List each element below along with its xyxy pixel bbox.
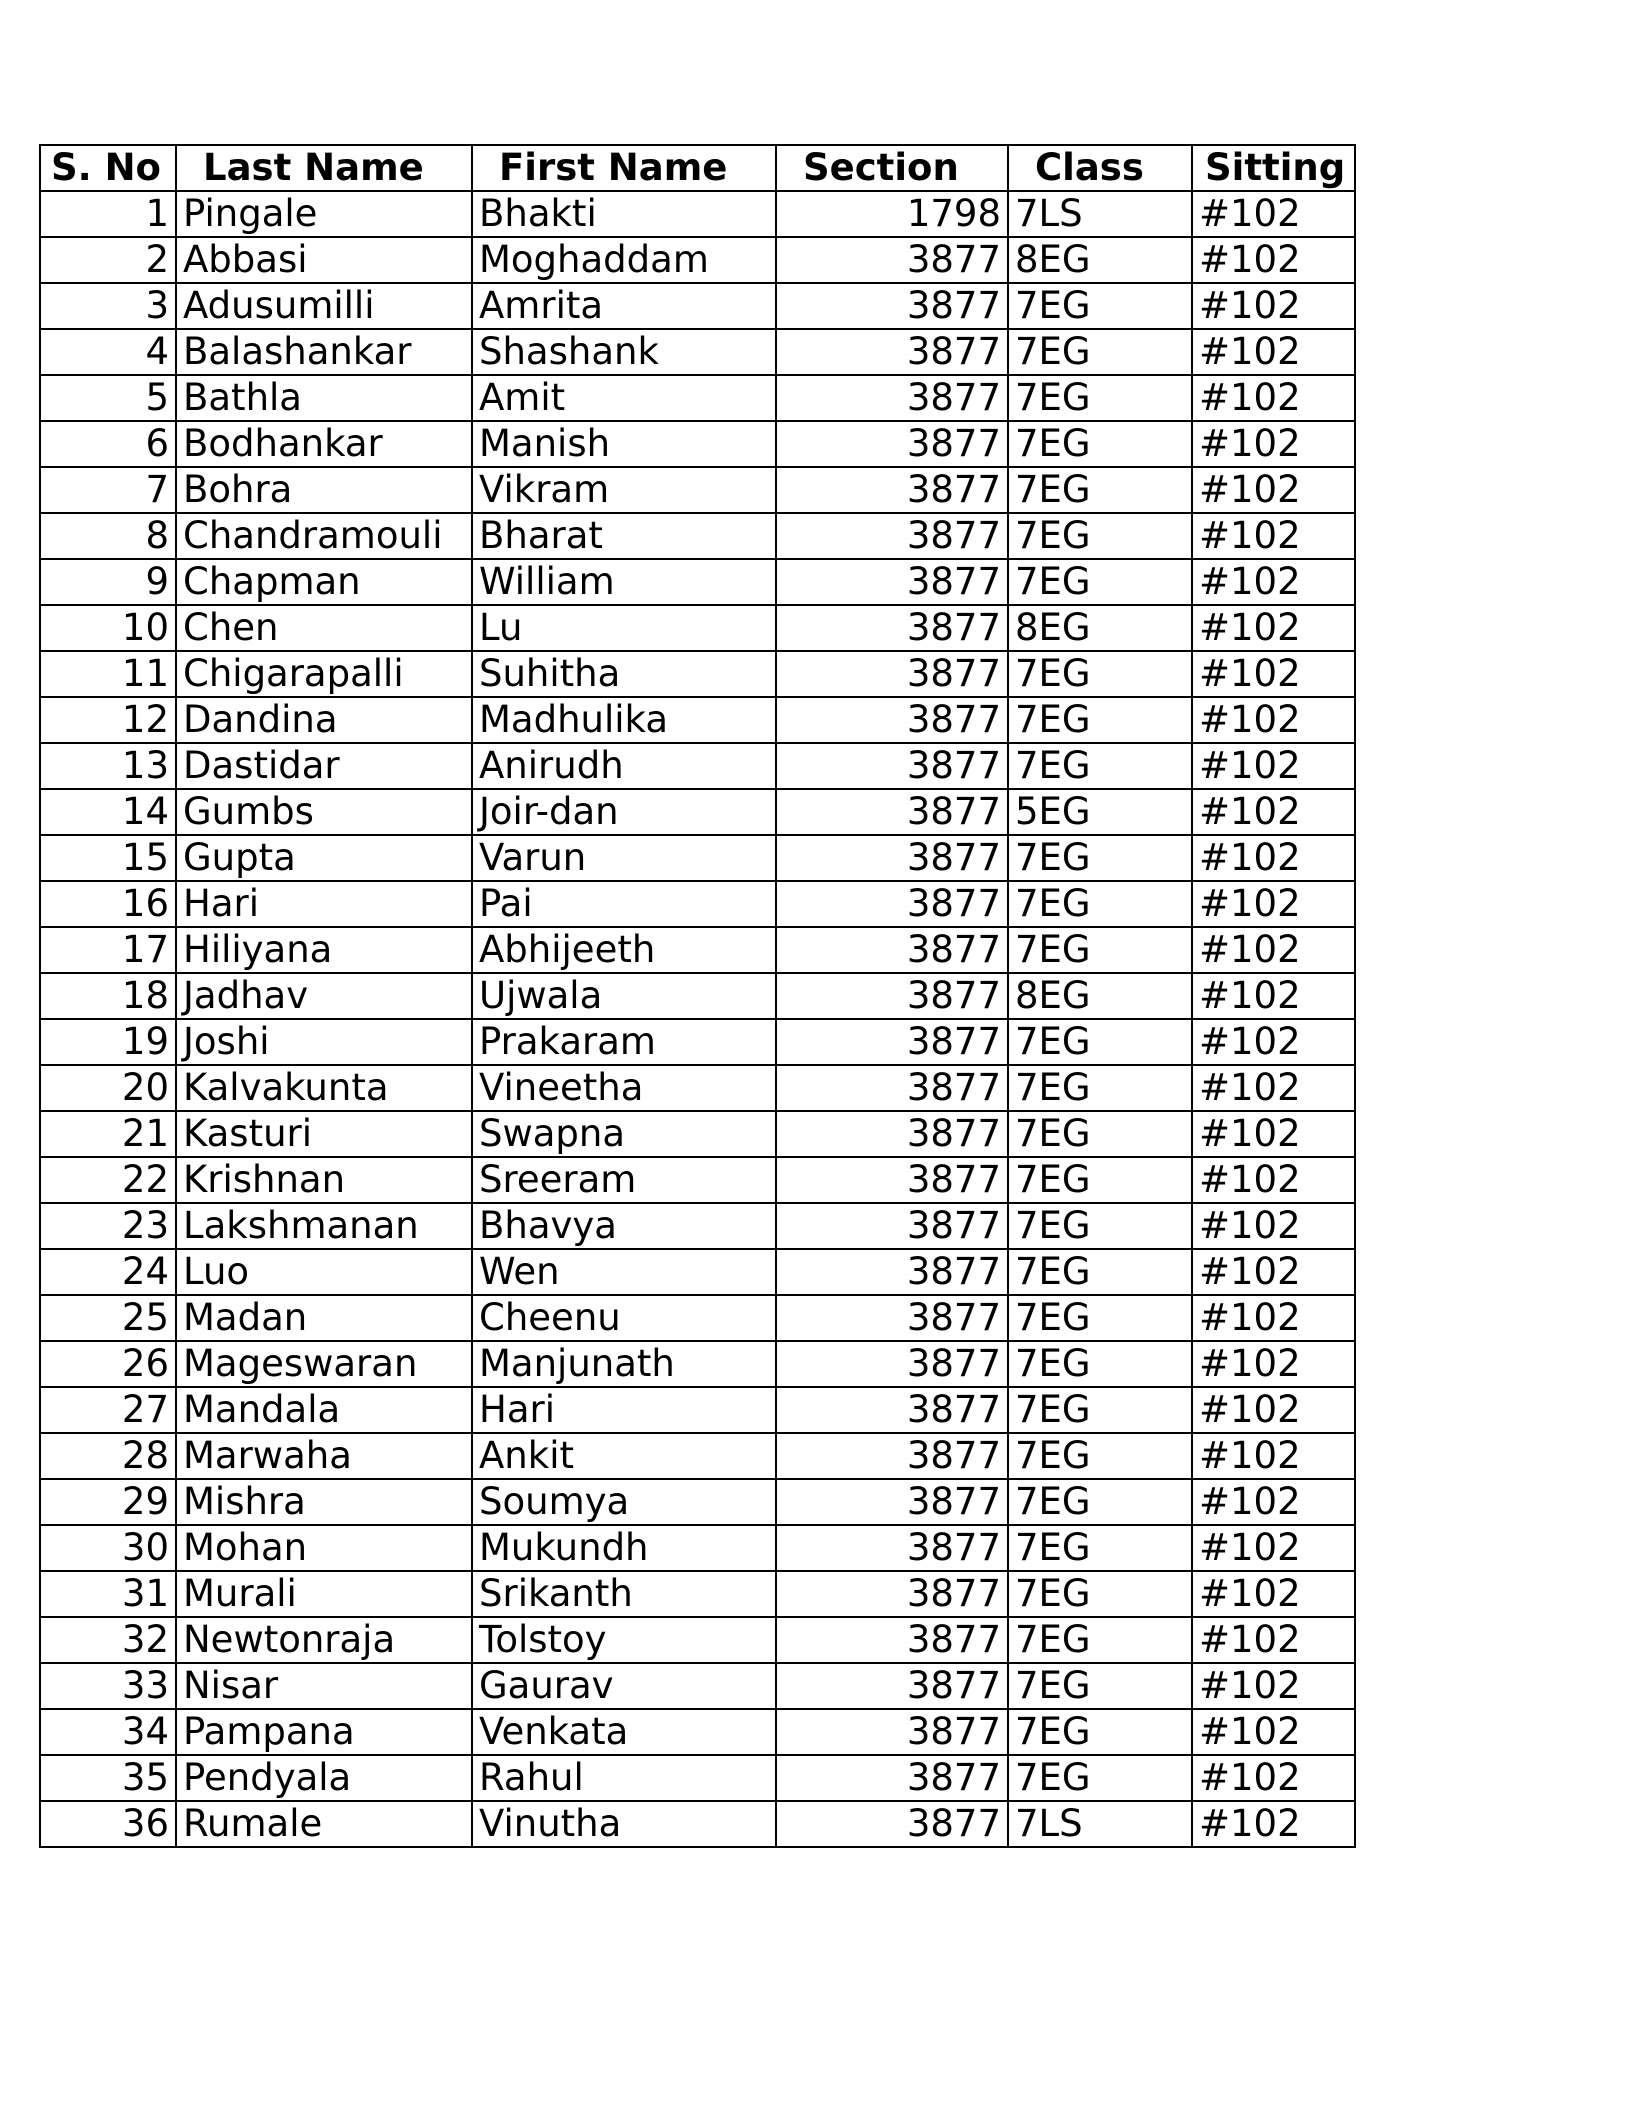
- table-row: [40, 697, 1355, 743]
- table-row: [40, 329, 1355, 375]
- cell-class: 8EG: [1008, 605, 1192, 651]
- cell-first-name: Joir-dan: [472, 789, 776, 835]
- cell-sno: 25: [40, 1295, 176, 1341]
- cell-first-name: Varun: [472, 835, 776, 881]
- table-row: [40, 1295, 1355, 1341]
- table-header: [40, 145, 1355, 191]
- cell-sno: 34: [40, 1709, 176, 1755]
- cell-section: 3877: [776, 881, 1008, 927]
- cell-class: 7EG: [1008, 513, 1192, 559]
- cell-section: 3877: [776, 1065, 1008, 1111]
- cell-class: 7EG: [1008, 375, 1192, 421]
- cell-sno: 33: [40, 1663, 176, 1709]
- cell-class: 7EG: [1008, 835, 1192, 881]
- table-row: [40, 1249, 1355, 1295]
- cell-class: 7EG: [1008, 1571, 1192, 1617]
- cell-sitting: #102: [1192, 1755, 1355, 1801]
- table-row: [40, 1111, 1355, 1157]
- cell-sitting: #102: [1192, 191, 1355, 237]
- cell-last-name: Hari: [176, 881, 472, 927]
- cell-sno: 28: [40, 1433, 176, 1479]
- cell-first-name: Rahul: [472, 1755, 776, 1801]
- cell-last-name: Dastidar: [176, 743, 472, 789]
- cell-first-name: Moghaddam: [472, 237, 776, 283]
- cell-class: 7EG: [1008, 467, 1192, 513]
- cell-last-name: Balashankar: [176, 329, 472, 375]
- cell-first-name: Prakaram: [472, 1019, 776, 1065]
- cell-class: 7EG: [1008, 697, 1192, 743]
- cell-sitting: #102: [1192, 1709, 1355, 1755]
- table-row: [40, 1479, 1355, 1525]
- cell-section: 3877: [776, 1571, 1008, 1617]
- cell-sitting: #102: [1192, 375, 1355, 421]
- header-sitting: Sitting: [1192, 145, 1355, 191]
- cell-last-name: Gupta: [176, 835, 472, 881]
- cell-first-name: Shashank: [472, 329, 776, 375]
- cell-sno: 3: [40, 283, 176, 329]
- cell-sitting: #102: [1192, 1019, 1355, 1065]
- cell-sno: 18: [40, 973, 176, 1019]
- cell-first-name: Vikram: [472, 467, 776, 513]
- table-row: [40, 1571, 1355, 1617]
- cell-section: 3877: [776, 421, 1008, 467]
- cell-class: 7EG: [1008, 1341, 1192, 1387]
- cell-first-name: Abhijeeth: [472, 927, 776, 973]
- cell-class: 7EG: [1008, 329, 1192, 375]
- cell-last-name: Bohra: [176, 467, 472, 513]
- header-first-name: First Name: [472, 145, 776, 191]
- cell-sno: 14: [40, 789, 176, 835]
- table-row: [40, 651, 1355, 697]
- cell-first-name: Srikanth: [472, 1571, 776, 1617]
- cell-sitting: #102: [1192, 1111, 1355, 1157]
- cell-sitting: #102: [1192, 651, 1355, 697]
- table-row: [40, 467, 1355, 513]
- cell-first-name: Vinutha: [472, 1801, 776, 1847]
- cell-last-name: Bodhankar: [176, 421, 472, 467]
- cell-section: 3877: [776, 513, 1008, 559]
- cell-first-name: William: [472, 559, 776, 605]
- cell-class: 7EG: [1008, 1433, 1192, 1479]
- cell-sno: 12: [40, 697, 176, 743]
- cell-sitting: #102: [1192, 237, 1355, 283]
- cell-last-name: Kasturi: [176, 1111, 472, 1157]
- cell-first-name: Amrita: [472, 283, 776, 329]
- cell-sitting: #102: [1192, 1203, 1355, 1249]
- cell-first-name: Amit: [472, 375, 776, 421]
- cell-last-name: Chigarapalli: [176, 651, 472, 697]
- cell-sno: 36: [40, 1801, 176, 1847]
- cell-sno: 24: [40, 1249, 176, 1295]
- cell-sno: 35: [40, 1755, 176, 1801]
- cell-sno: 7: [40, 467, 176, 513]
- cell-last-name: Krishnan: [176, 1157, 472, 1203]
- cell-section: 3877: [776, 283, 1008, 329]
- cell-sitting: #102: [1192, 1801, 1355, 1847]
- cell-sno: 29: [40, 1479, 176, 1525]
- cell-sno: 2: [40, 237, 176, 283]
- header-class: Class: [1008, 145, 1192, 191]
- table-row: [40, 881, 1355, 927]
- table-row: [40, 237, 1355, 283]
- table-row: [40, 789, 1355, 835]
- cell-class: 7EG: [1008, 651, 1192, 697]
- cell-class: 7EG: [1008, 881, 1192, 927]
- cell-section: 3877: [776, 1111, 1008, 1157]
- cell-class: 7EG: [1008, 1065, 1192, 1111]
- cell-sno: 1: [40, 191, 176, 237]
- cell-last-name: Pendyala: [176, 1755, 472, 1801]
- cell-first-name: Bhakti: [472, 191, 776, 237]
- cell-last-name: Mandala: [176, 1387, 472, 1433]
- cell-class: 7EG: [1008, 927, 1192, 973]
- cell-last-name: Marwaha: [176, 1433, 472, 1479]
- cell-first-name: Wen: [472, 1249, 776, 1295]
- table-row: [40, 835, 1355, 881]
- cell-last-name: Mageswaran: [176, 1341, 472, 1387]
- cell-section: 1798: [776, 191, 1008, 237]
- cell-sitting: #102: [1192, 283, 1355, 329]
- cell-class: 8EG: [1008, 237, 1192, 283]
- cell-sitting: #102: [1192, 789, 1355, 835]
- cell-last-name: Jadhav: [176, 973, 472, 1019]
- header-section: Section: [776, 145, 1008, 191]
- header-sno: S. No: [40, 145, 176, 191]
- cell-section: 3877: [776, 927, 1008, 973]
- cell-sno: 21: [40, 1111, 176, 1157]
- cell-last-name: Luo: [176, 1249, 472, 1295]
- table-row: [40, 513, 1355, 559]
- cell-section: 3877: [776, 973, 1008, 1019]
- cell-section: 3877: [776, 1663, 1008, 1709]
- cell-sno: 5: [40, 375, 176, 421]
- cell-class: 7EG: [1008, 743, 1192, 789]
- cell-sno: 20: [40, 1065, 176, 1111]
- cell-first-name: Ujwala: [472, 973, 776, 1019]
- table-row: [40, 283, 1355, 329]
- cell-sitting: #102: [1192, 1617, 1355, 1663]
- cell-last-name: Hiliyana: [176, 927, 472, 973]
- cell-class: 7EG: [1008, 1019, 1192, 1065]
- cell-first-name: Lu: [472, 605, 776, 651]
- cell-sitting: #102: [1192, 1663, 1355, 1709]
- cell-section: 3877: [776, 1801, 1008, 1847]
- cell-last-name: Murali: [176, 1571, 472, 1617]
- cell-first-name: Cheenu: [472, 1295, 776, 1341]
- cell-section: 3877: [776, 1157, 1008, 1203]
- table-row: [40, 375, 1355, 421]
- cell-section: 3877: [776, 1479, 1008, 1525]
- cell-class: 7EG: [1008, 1203, 1192, 1249]
- cell-section: 3877: [776, 1249, 1008, 1295]
- cell-class: 7EG: [1008, 1663, 1192, 1709]
- table-row: [40, 421, 1355, 467]
- cell-last-name: Dandina: [176, 697, 472, 743]
- cell-section: 3877: [776, 605, 1008, 651]
- table-row: [40, 1341, 1355, 1387]
- cell-class: 7LS: [1008, 1801, 1192, 1847]
- cell-sitting: #102: [1192, 927, 1355, 973]
- cell-sitting: #102: [1192, 1065, 1355, 1111]
- cell-sno: 15: [40, 835, 176, 881]
- cell-last-name: Joshi: [176, 1019, 472, 1065]
- cell-last-name: Chapman: [176, 559, 472, 605]
- cell-last-name: Pingale: [176, 191, 472, 237]
- cell-section: 3877: [776, 375, 1008, 421]
- cell-sitting: #102: [1192, 1341, 1355, 1387]
- cell-sitting: #102: [1192, 605, 1355, 651]
- cell-class: 5EG: [1008, 789, 1192, 835]
- table-row: [40, 1203, 1355, 1249]
- cell-last-name: Adusumilli: [176, 283, 472, 329]
- header-last-name: Last Name: [176, 145, 472, 191]
- cell-first-name: Mukundh: [472, 1525, 776, 1571]
- roster-table: [39, 144, 1356, 1848]
- cell-last-name: Pampana: [176, 1709, 472, 1755]
- cell-sitting: #102: [1192, 973, 1355, 1019]
- table-row: [40, 1019, 1355, 1065]
- cell-section: 3877: [776, 559, 1008, 605]
- cell-last-name: Mishra: [176, 1479, 472, 1525]
- cell-section: 3877: [776, 835, 1008, 881]
- cell-class: 7EG: [1008, 1157, 1192, 1203]
- table-row: [40, 1709, 1355, 1755]
- cell-sno: 4: [40, 329, 176, 375]
- cell-sitting: #102: [1192, 513, 1355, 559]
- table-row: [40, 1525, 1355, 1571]
- cell-sitting: #102: [1192, 1479, 1355, 1525]
- cell-class: 7EG: [1008, 1387, 1192, 1433]
- table-row: [40, 191, 1355, 237]
- cell-class: 7EG: [1008, 421, 1192, 467]
- cell-first-name: Madhulika: [472, 697, 776, 743]
- cell-first-name: Gaurav: [472, 1663, 776, 1709]
- cell-sno: 17: [40, 927, 176, 973]
- table-row: [40, 743, 1355, 789]
- cell-class: 7LS: [1008, 191, 1192, 237]
- cell-class: 7EG: [1008, 1249, 1192, 1295]
- cell-first-name: Swapna: [472, 1111, 776, 1157]
- table-row: [40, 1755, 1355, 1801]
- cell-sitting: #102: [1192, 1433, 1355, 1479]
- cell-first-name: Bhavya: [472, 1203, 776, 1249]
- cell-sitting: #102: [1192, 835, 1355, 881]
- cell-section: 3877: [776, 1755, 1008, 1801]
- cell-first-name: Suhitha: [472, 651, 776, 697]
- cell-sno: 26: [40, 1341, 176, 1387]
- cell-sno: 6: [40, 421, 176, 467]
- cell-sitting: #102: [1192, 1525, 1355, 1571]
- table-row: [40, 1387, 1355, 1433]
- cell-first-name: Soumya: [472, 1479, 776, 1525]
- cell-first-name: Ankit: [472, 1433, 776, 1479]
- cell-sitting: #102: [1192, 329, 1355, 375]
- cell-sitting: #102: [1192, 467, 1355, 513]
- cell-first-name: Hari: [472, 1387, 776, 1433]
- cell-class: 7EG: [1008, 283, 1192, 329]
- table-row: [40, 605, 1355, 651]
- cell-section: 3877: [776, 1387, 1008, 1433]
- table-row: [40, 559, 1355, 605]
- cell-class: 8EG: [1008, 973, 1192, 1019]
- cell-class: 7EG: [1008, 1617, 1192, 1663]
- cell-first-name: Manjunath: [472, 1341, 776, 1387]
- table-row: [40, 927, 1355, 973]
- cell-first-name: Vineetha: [472, 1065, 776, 1111]
- table-row: [40, 973, 1355, 1019]
- cell-last-name: Chen: [176, 605, 472, 651]
- cell-last-name: Abbasi: [176, 237, 472, 283]
- cell-sno: 30: [40, 1525, 176, 1571]
- cell-sno: 13: [40, 743, 176, 789]
- cell-sno: 9: [40, 559, 176, 605]
- cell-last-name: Madan: [176, 1295, 472, 1341]
- table-body: [40, 191, 1355, 1847]
- cell-sitting: #102: [1192, 743, 1355, 789]
- cell-class: 7EG: [1008, 1755, 1192, 1801]
- cell-first-name: Pai: [472, 881, 776, 927]
- cell-sitting: #102: [1192, 1157, 1355, 1203]
- cell-section: 3877: [776, 1525, 1008, 1571]
- cell-sitting: #102: [1192, 697, 1355, 743]
- cell-last-name: Gumbs: [176, 789, 472, 835]
- cell-sno: 11: [40, 651, 176, 697]
- cell-sitting: #102: [1192, 421, 1355, 467]
- cell-class: 7EG: [1008, 1525, 1192, 1571]
- cell-sitting: #102: [1192, 1387, 1355, 1433]
- cell-sno: 8: [40, 513, 176, 559]
- cell-last-name: Mohan: [176, 1525, 472, 1571]
- cell-last-name: Kalvakunta: [176, 1065, 472, 1111]
- cell-section: 3877: [776, 1617, 1008, 1663]
- cell-sno: 31: [40, 1571, 176, 1617]
- cell-first-name: Venkata: [472, 1709, 776, 1755]
- cell-last-name: Bathla: [176, 375, 472, 421]
- header-row: [40, 145, 1355, 191]
- cell-sitting: #102: [1192, 1249, 1355, 1295]
- cell-class: 7EG: [1008, 1111, 1192, 1157]
- cell-section: 3877: [776, 1019, 1008, 1065]
- cell-sno: 10: [40, 605, 176, 651]
- cell-sno: 32: [40, 1617, 176, 1663]
- table-row: [40, 1433, 1355, 1479]
- cell-first-name: Tolstoy: [472, 1617, 776, 1663]
- cell-section: 3877: [776, 743, 1008, 789]
- cell-section: 3877: [776, 789, 1008, 835]
- cell-section: 3877: [776, 329, 1008, 375]
- cell-section: 3877: [776, 1709, 1008, 1755]
- cell-section: 3877: [776, 1433, 1008, 1479]
- cell-last-name: Rumale: [176, 1801, 472, 1847]
- cell-class: 7EG: [1008, 1479, 1192, 1525]
- cell-section: 3877: [776, 1203, 1008, 1249]
- cell-sno: 16: [40, 881, 176, 927]
- cell-class: 7EG: [1008, 1709, 1192, 1755]
- cell-section: 3877: [776, 1341, 1008, 1387]
- cell-sno: 22: [40, 1157, 176, 1203]
- table-row: [40, 1617, 1355, 1663]
- cell-section: 3877: [776, 1295, 1008, 1341]
- cell-last-name: Newtonraja: [176, 1617, 472, 1663]
- cell-sno: 27: [40, 1387, 176, 1433]
- cell-sitting: #102: [1192, 881, 1355, 927]
- cell-section: 3877: [776, 467, 1008, 513]
- cell-sitting: #102: [1192, 1571, 1355, 1617]
- cell-first-name: Sreeram: [472, 1157, 776, 1203]
- cell-last-name: Chandramouli: [176, 513, 472, 559]
- cell-first-name: Anirudh: [472, 743, 776, 789]
- table-row: [40, 1065, 1355, 1111]
- cell-sno: 23: [40, 1203, 176, 1249]
- cell-class: 7EG: [1008, 1295, 1192, 1341]
- cell-section: 3877: [776, 237, 1008, 283]
- cell-sno: 19: [40, 1019, 176, 1065]
- table-row: [40, 1801, 1355, 1847]
- cell-first-name: Bharat: [472, 513, 776, 559]
- cell-section: 3877: [776, 697, 1008, 743]
- table-row: [40, 1663, 1355, 1709]
- cell-section: 3877: [776, 651, 1008, 697]
- cell-last-name: Nisar: [176, 1663, 472, 1709]
- cell-sitting: #102: [1192, 559, 1355, 605]
- cell-sitting: #102: [1192, 1295, 1355, 1341]
- table-row: [40, 1157, 1355, 1203]
- cell-last-name: Lakshmanan: [176, 1203, 472, 1249]
- cell-first-name: Manish: [472, 421, 776, 467]
- cell-class: 7EG: [1008, 559, 1192, 605]
